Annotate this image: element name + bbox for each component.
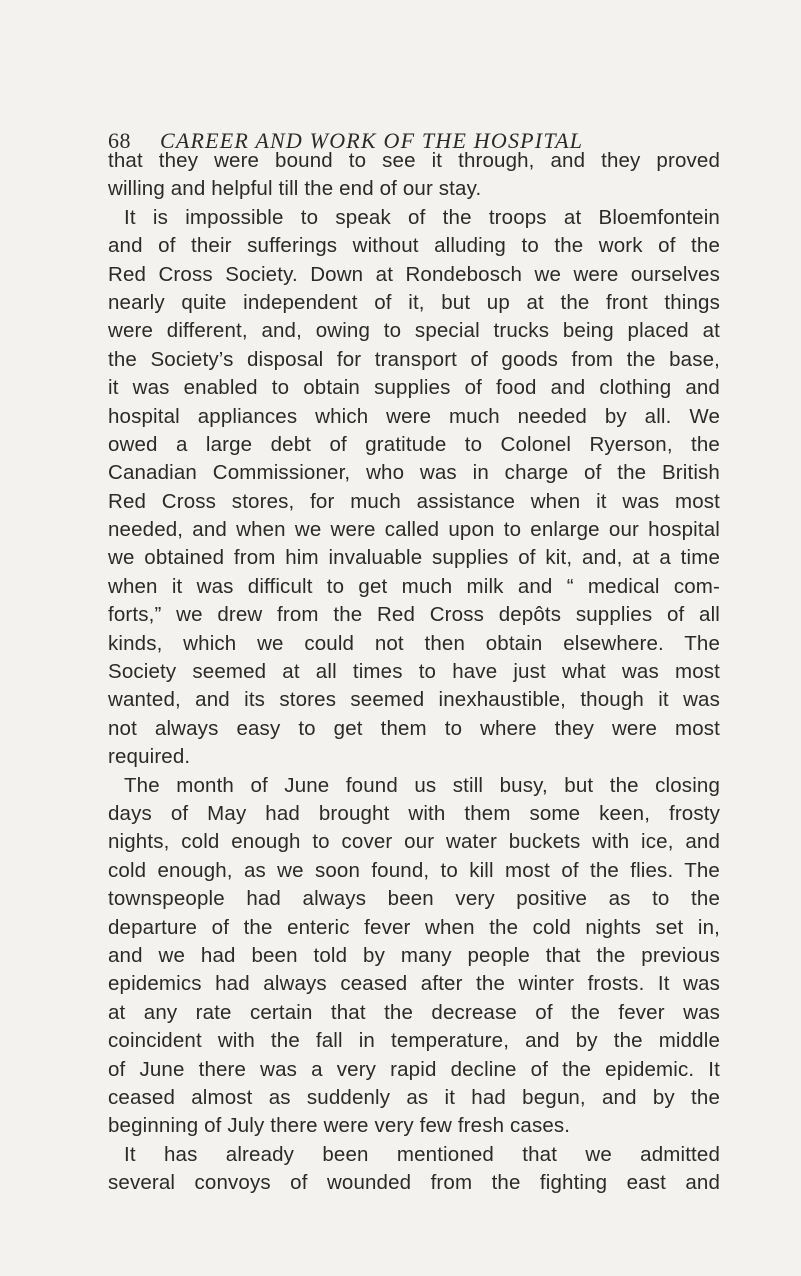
text-line: nearly quite independent of it, but up at the front things [108, 290, 720, 314]
text-line: the Society’s disposal for transport of goods from the base, [108, 347, 720, 371]
text-line: townspeople had always been very positive as to the [108, 887, 720, 911]
text-line: needed, and when we were called upon to enlarge our hospital [108, 518, 720, 542]
text-line: and of their sufferings without alluding to the work of the [108, 234, 720, 258]
text-line: when it was difficult to get much milk and “ medical com- [108, 574, 720, 598]
text-line: we obtained from him invaluable supplies of kit, and, at a time [108, 546, 720, 570]
text-line: Red Cross stores, for much assistance when it was most [108, 489, 720, 513]
text-line: hospital appliances which were much needed by all. We [108, 404, 720, 428]
text-line: forts,” we drew from the Red Cross depôts supplies of all [108, 603, 720, 627]
text-line: kinds, which we could not then obtain elsewhere. The [108, 631, 720, 655]
text-line: Society seemed at all times to have just what was most [108, 660, 720, 684]
text-line: nights, cold enough to cover our water buckets with ice, and [108, 830, 720, 854]
page-number: 68 [108, 128, 131, 153]
text-line: it was enabled to obtain supplies of food and clothing and [108, 376, 720, 400]
text-line: willing and helpful till the end of our stay. [108, 177, 482, 201]
text-line: cold enough, as we soon found, to kill most of the flies. The [108, 858, 720, 882]
text-line: of June there was a very rapid decline of the epidemic. It [108, 1057, 720, 1081]
text-line: departure of the enteric fever when the cold nights set in, [108, 915, 720, 939]
text-line: Canadian Commissioner, who was in charge of the British [108, 461, 720, 485]
text-line: ceased almost as suddenly as it had begun, and by the [108, 1085, 720, 1109]
text-line: epidemics had always ceased after the winter frosts. It was [108, 972, 720, 996]
text-line: beginning of July there were very few fresh cases. [108, 1114, 571, 1138]
text-line: at any rate certain that the decrease of the fever was [108, 1000, 720, 1024]
text-line: required. [108, 745, 191, 769]
text-line: It is impossible to speak of the troops at Bloemfontein [124, 205, 720, 229]
text-line: that they were bound to see it through, and they proved [108, 149, 720, 172]
text-line: Red Cross Society. Down at Rondebosch we were ourselves [108, 262, 720, 286]
text-line: It has already been mentioned that we admitted [124, 1142, 720, 1166]
body-text [108, 147, 720, 1197]
text-line: were different, and, owing to special trucks being placed at [108, 319, 720, 343]
text-line: not always easy to get them to where they were most [108, 716, 720, 740]
text-line: coincident with the fall in temperature, and by the middle [108, 1029, 720, 1053]
text-line: several convoys of wounded from the fighting east and [108, 1171, 720, 1195]
running-title: CAREER AND WORK OF THE HOSPITAL [160, 128, 584, 153]
text-line: and we had been told by many people that the previous [108, 943, 720, 967]
text-line: wanted, and its stores seemed inexhaustible, though it was [108, 688, 720, 712]
text-line: owed a large debt of gratitude to Colonel Ryerson, the [108, 432, 720, 456]
text-line: The month of June found us still busy, but the closing [124, 773, 720, 797]
text-line: days of May had brought with them some keen, frosty [108, 801, 720, 825]
